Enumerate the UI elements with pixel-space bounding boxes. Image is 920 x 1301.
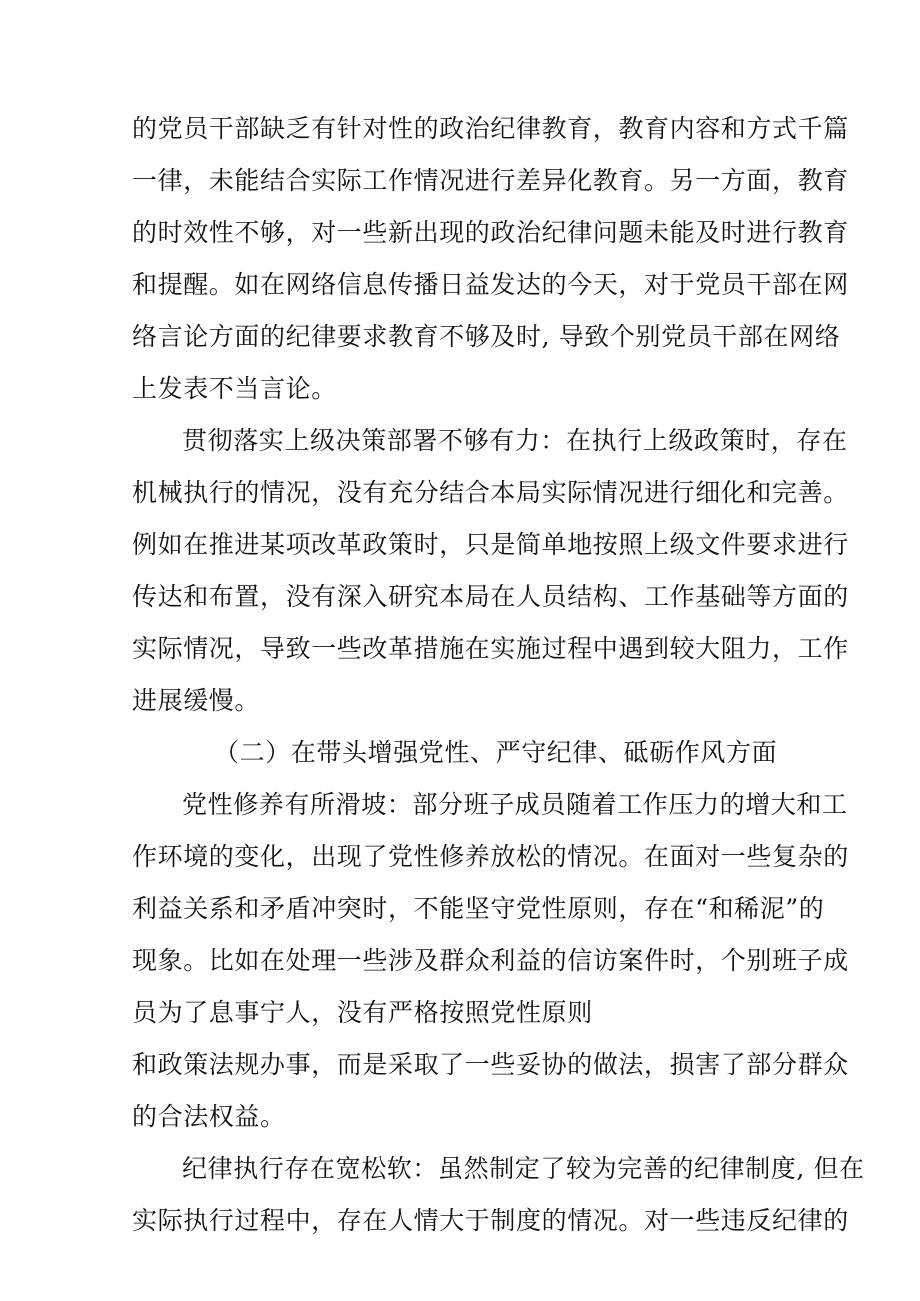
text-line: 一律，未能结合实际工作情况进行差异化教育。另一方面，教育 xyxy=(132,166,849,195)
text-line: 上发表不当言论。 xyxy=(132,374,337,403)
text-line: 实际情况，导致一些改革措施在实施过程中遇到较大阻力，工作 xyxy=(132,634,849,663)
text-line: 和提醒。如在网络信息传播日益发达的今天，对于党员干部在网 xyxy=(132,270,849,299)
text-line: 机械执行的情况，没有充分结合本局实际情况进行细化和完善。 xyxy=(132,478,849,507)
text-line: 进展缓慢。 xyxy=(132,686,261,715)
text-line: 传达和布置，没有深入研究本局在人员结构、工作基础等方面的 xyxy=(132,582,849,611)
text-line: 现象。比如在处理一些涉及群众利益的信访案件时，个别班子成 xyxy=(132,946,849,975)
text-line: 的时效性不够，对一些新出现的政治纪律问题未能及时进行教育 xyxy=(132,218,849,247)
text-line: 作环境的变化，出现了党性修养放松的情况。在面对一些复杂的 xyxy=(132,842,849,871)
text-line: 络言论方面的纪律要求教育不够及时, 导致个别党员干部在网络 xyxy=(132,322,841,351)
text-line: 利益关系和矛盾冲突时，不能坚守党性原则，存在“和稀泥”的 xyxy=(132,894,825,923)
text-line: 和政策法规办事，而是采取了一些妥协的做法，损害了部分群众 xyxy=(132,1050,849,1079)
paragraph-first-line: 党性修养有所滑坡：部分班子成员随着工作压力的增大和工 xyxy=(182,790,848,819)
text-line: 的合法权益。 xyxy=(132,1102,286,1131)
text-line: 的党员干部缺乏有针对性的政治纪律教育，教育内容和方式千篇 xyxy=(132,114,849,143)
section-heading: （二）在带头增强党性、严守纪律、砥砺作风方面 xyxy=(214,738,778,767)
paragraph-first-line: 纪律执行存在宽松软：虽然制定了较为完善的纪律制度, 但在 xyxy=(182,1154,865,1183)
text-line: 例如在推进某项改革政策时，只是简单地按照上级文件要求进行 xyxy=(132,530,849,559)
paragraph-first-line: 贯彻落实上级决策部署不够有力：在执行上级政策时，存在 xyxy=(182,426,848,455)
text-line: 员为了息事宁人，没有严格按照党性原则 xyxy=(132,998,593,1027)
text-line: 实际执行过程中，存在人情大于制度的情况。对一些违反纪律的 xyxy=(132,1206,849,1235)
